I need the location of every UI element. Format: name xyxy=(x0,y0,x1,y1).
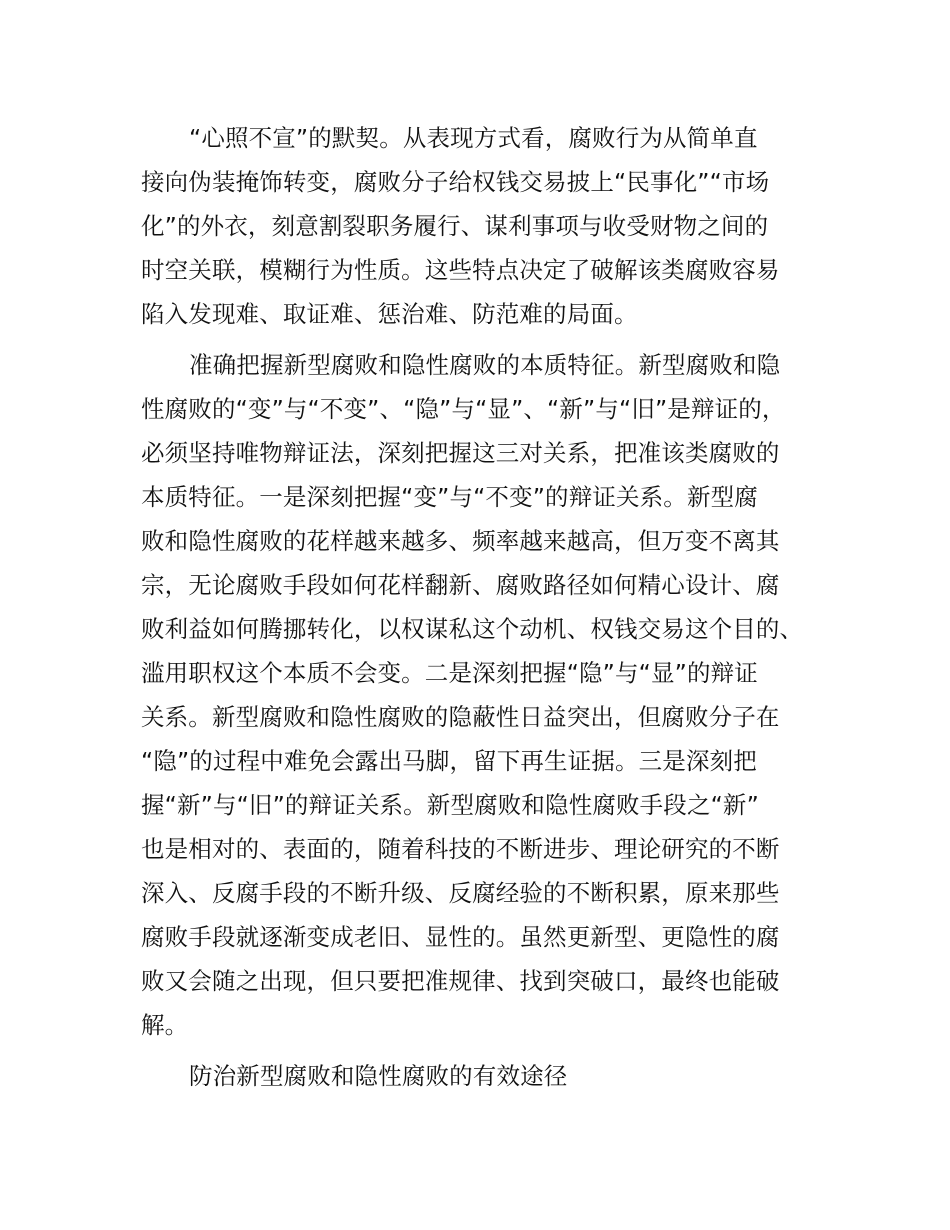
text-line: 握“新”与“旧”的辩证关系。新型腐败和隐性腐败手段之“新” xyxy=(141,791,759,819)
text-line: 接向伪装掩饰转变，腐败分子给权钱交易披上“民事化”“市场 xyxy=(141,168,770,196)
text-line: 败利益如何腾挪转化，以权谋私这个动机、权钱交易这个目的、 xyxy=(141,615,804,643)
text-line: “隐”的过程中难免会露出马脚，留下再生证据。三是深刻把 xyxy=(141,747,757,775)
text-line: 时空关联，模糊行为性质。这些特点决定了破解该类腐败容易 xyxy=(141,256,780,284)
section-heading: 防治新型腐败和隐性腐败的有效途径 xyxy=(189,1062,568,1090)
text-line: 必须坚持唯物辩证法，深刻把握这三对关系，把准该类腐败的 xyxy=(141,439,780,467)
text-line: 败又会随之出现，但只要把准规律、找到突破口，最终也能破 xyxy=(141,967,780,995)
text-line: 腐败手段就逐渐变成老旧、显性的。虽然更新型、更隐性的腐 xyxy=(141,923,780,951)
text-line: “心照不宣”的默契。从表现方式看，腐败行为从简单直 xyxy=(189,124,758,152)
text-line: 败和隐性腐败的花样越来越多、频率越来越高，但万变不离其 xyxy=(141,527,780,555)
text-line: 也是相对的、表面的，随着科技的不断进步、理论研究的不断 xyxy=(141,835,780,863)
text-line: 陷入发现难、取证难、惩治难、防范难的局面。 xyxy=(141,300,638,328)
text-line: 滥用职权这个本质不会变。二是深刻把握“隐”与“显”的辩证 xyxy=(141,659,758,687)
paragraph-first-line: 准确把握新型腐败和隐性腐败的本质特征。新型腐败和隐 xyxy=(189,351,781,379)
text-line: 本质特征。一是深刻把握“变”与“不变”的辩证关系。新型腐 xyxy=(141,483,758,511)
text-line: 性腐败的“变”与“不变”、“隐”与“显”、“新”与“旧”是辩证的， xyxy=(141,395,786,423)
text-line: 化”的外衣，刻意割裂职务履行、谋利事项与收受财物之间的 xyxy=(141,212,769,240)
text-line: 深入、反腐手段的不断升级、反腐经验的不断积累，原来那些 xyxy=(141,879,780,907)
text-line: 解。 xyxy=(141,1011,189,1039)
text-line: 宗，无论腐败手段如何花样翻新、腐败路径如何精心设计、腐 xyxy=(141,571,780,599)
text-line: 关系。新型腐败和隐性腐败的隐蔽性日益突出，但腐败分子在 xyxy=(141,703,780,731)
